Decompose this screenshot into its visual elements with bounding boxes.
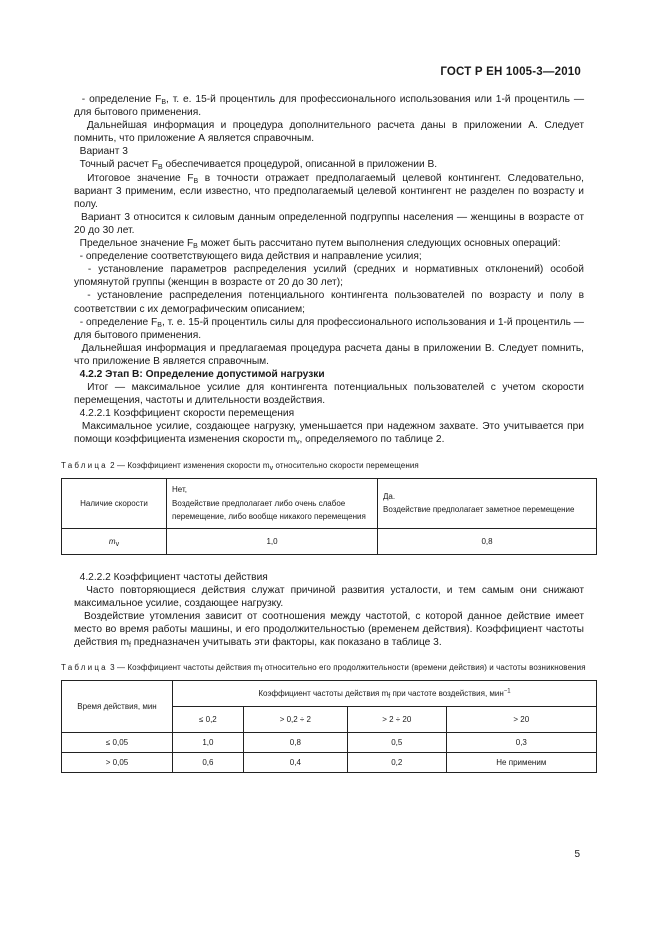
table-cell: 0,3 — [446, 733, 596, 753]
table-cell: > 20 — [446, 707, 596, 733]
table-cell: Нет, Воздействие предполагает либо очень слабое перемещение, либо вообще никакого перемещения — [167, 478, 378, 528]
table-cell: 1,0 — [167, 528, 378, 554]
paragraph: Предельное значение $F_В$ может быть рассчитано путем выполнения следующих основных операций: — [79, 238, 561, 251]
table-cell: $m_v$ — [62, 528, 167, 554]
subsection-heading: 4.2.2.2 Коэффициент частоты действия — [79, 571, 268, 583]
page-content — [61, 93, 586, 773]
paragraph: Дальнейшая информация и предлагаемая процедура расчета даны в приложении В. Следует помнить, что приложение В является справочным. — [74, 342, 584, 367]
list-item: - установление параметров распределения усилий (средних и нормативных отклонений) особой упомянутой группы (женщин в возрасте от 20 до 30 лет); — [74, 264, 584, 289]
table-cell: > 2 ÷ 20 — [347, 707, 446, 733]
list-item: - определение $F_В$, т. е. 15-й процентиль силы для профессионального использования и 1-й процентиль — для бытового применения. — [74, 316, 584, 341]
table-cell: Да. Воздействие предполагает заметное перемещение — [378, 478, 597, 528]
table-cell: > 0,05 — [62, 753, 173, 773]
paragraph: Вариант 3 относится к силовым данным определенной подгруппы населения — женщины в возрасте от 20 до 30 лет. — [74, 211, 584, 236]
section-heading: 4.2.2 Этап В: Определение допустимой нагрузки — [79, 368, 325, 380]
paragraph: Вариант 3 — [79, 146, 128, 158]
table-3 — [61, 680, 597, 773]
table-cell: 0,5 — [347, 733, 446, 753]
paragraph: - определение $F_В$, т. е. 15-й процентиль для профессионального использования или 1-й процентиль — для бытового применения. — [74, 94, 585, 119]
paragraph: Максимальное усилие, создающее нагрузку, уменьшается при надежном захвате. Это учитывается при помощи коэффициента изменения скорости $m_v$, определяемого по таблице 2. — [74, 421, 584, 447]
list-item: - установление распределения потенциального контингента пользователей по возрасту и полу в соответствии с их демографическим описанием; — [74, 290, 584, 315]
paragraph: Воздействие утомления зависит от соотношения между частотой, с которой данное действие имеет место во время работы машины, и его продолжительностью (временем действия). Коэффициент частоты действия $m_f$ предназначен учитывать эти факторы, как показано в таблице 3. — [74, 610, 584, 650]
paragraph: Итог — максимальное усилие для контингента потенциальных пользователей с учетом скорости перемещения, частоты и длительности воздействия. — [74, 382, 584, 407]
table-cell: ≤ 0,05 — [62, 733, 173, 753]
table-cell: Не применим — [446, 753, 596, 773]
table-cell: 0,8 — [243, 733, 347, 753]
table-cell: > 0,2 ÷ 2 — [243, 707, 347, 733]
table-cell: 1,0 — [173, 733, 244, 753]
table-cell: Время действия, мин — [62, 681, 173, 733]
table-3-caption: Таблица 3 — Коэффициент частоты действия $m_f$ относительно его продолжительности (времени действия) и частоты возникновения — [61, 663, 586, 675]
table-cell: 0,4 — [243, 753, 347, 773]
table-2-caption: Таблица 2 — Коэффициент изменения скорости $m_v$ относительно скорости перемещения — [61, 460, 419, 472]
paragraph: Точный расчет $F_В$ обеспечивается процедурой, описанной в приложении В. — [79, 159, 438, 172]
page-number: 5 — [574, 849, 580, 860]
table-cell: 0,2 — [347, 753, 446, 773]
subsection-heading: 4.2.2.1 Коэффициент скорости перемещения — [79, 408, 295, 420]
table-cell: 0,6 — [173, 753, 244, 773]
list-item: - определение соответствующего вида действия и направление усилия; — [79, 251, 422, 263]
table-cell: Наличие скорости — [62, 478, 167, 528]
paragraph: Дальнейшая информация и процедура дополнительного расчета даны в приложении А. Следует помнить, что приложение А является справочным. — [74, 120, 584, 145]
table-row — [62, 753, 597, 773]
table-cell: ≤ 0,2 — [173, 707, 244, 733]
paragraph: Итоговое значение $F_В$ в точности отражает предполагаемый целевой контингент. Следовательно, вариант 3 применим, если известно, что предполагаемый целевой контингент не разделен по возрасту и полу. — [74, 172, 585, 210]
document-header: ГОСТ Р ЕН 1005-3—2010 — [440, 66, 581, 78]
table-row — [62, 733, 597, 753]
table-cell: 0,8 — [378, 528, 597, 554]
table-2 — [61, 478, 597, 555]
paragraph: Часто повторяющиеся действия служат причиной развития усталости, и тем самым они снижают максимальное усилие, создающее нагрузку. — [74, 584, 584, 609]
table-cell: Коэффициент частоты действия $m_f$ при частоте воздействия, мин$^{-1}$ — [173, 681, 597, 707]
